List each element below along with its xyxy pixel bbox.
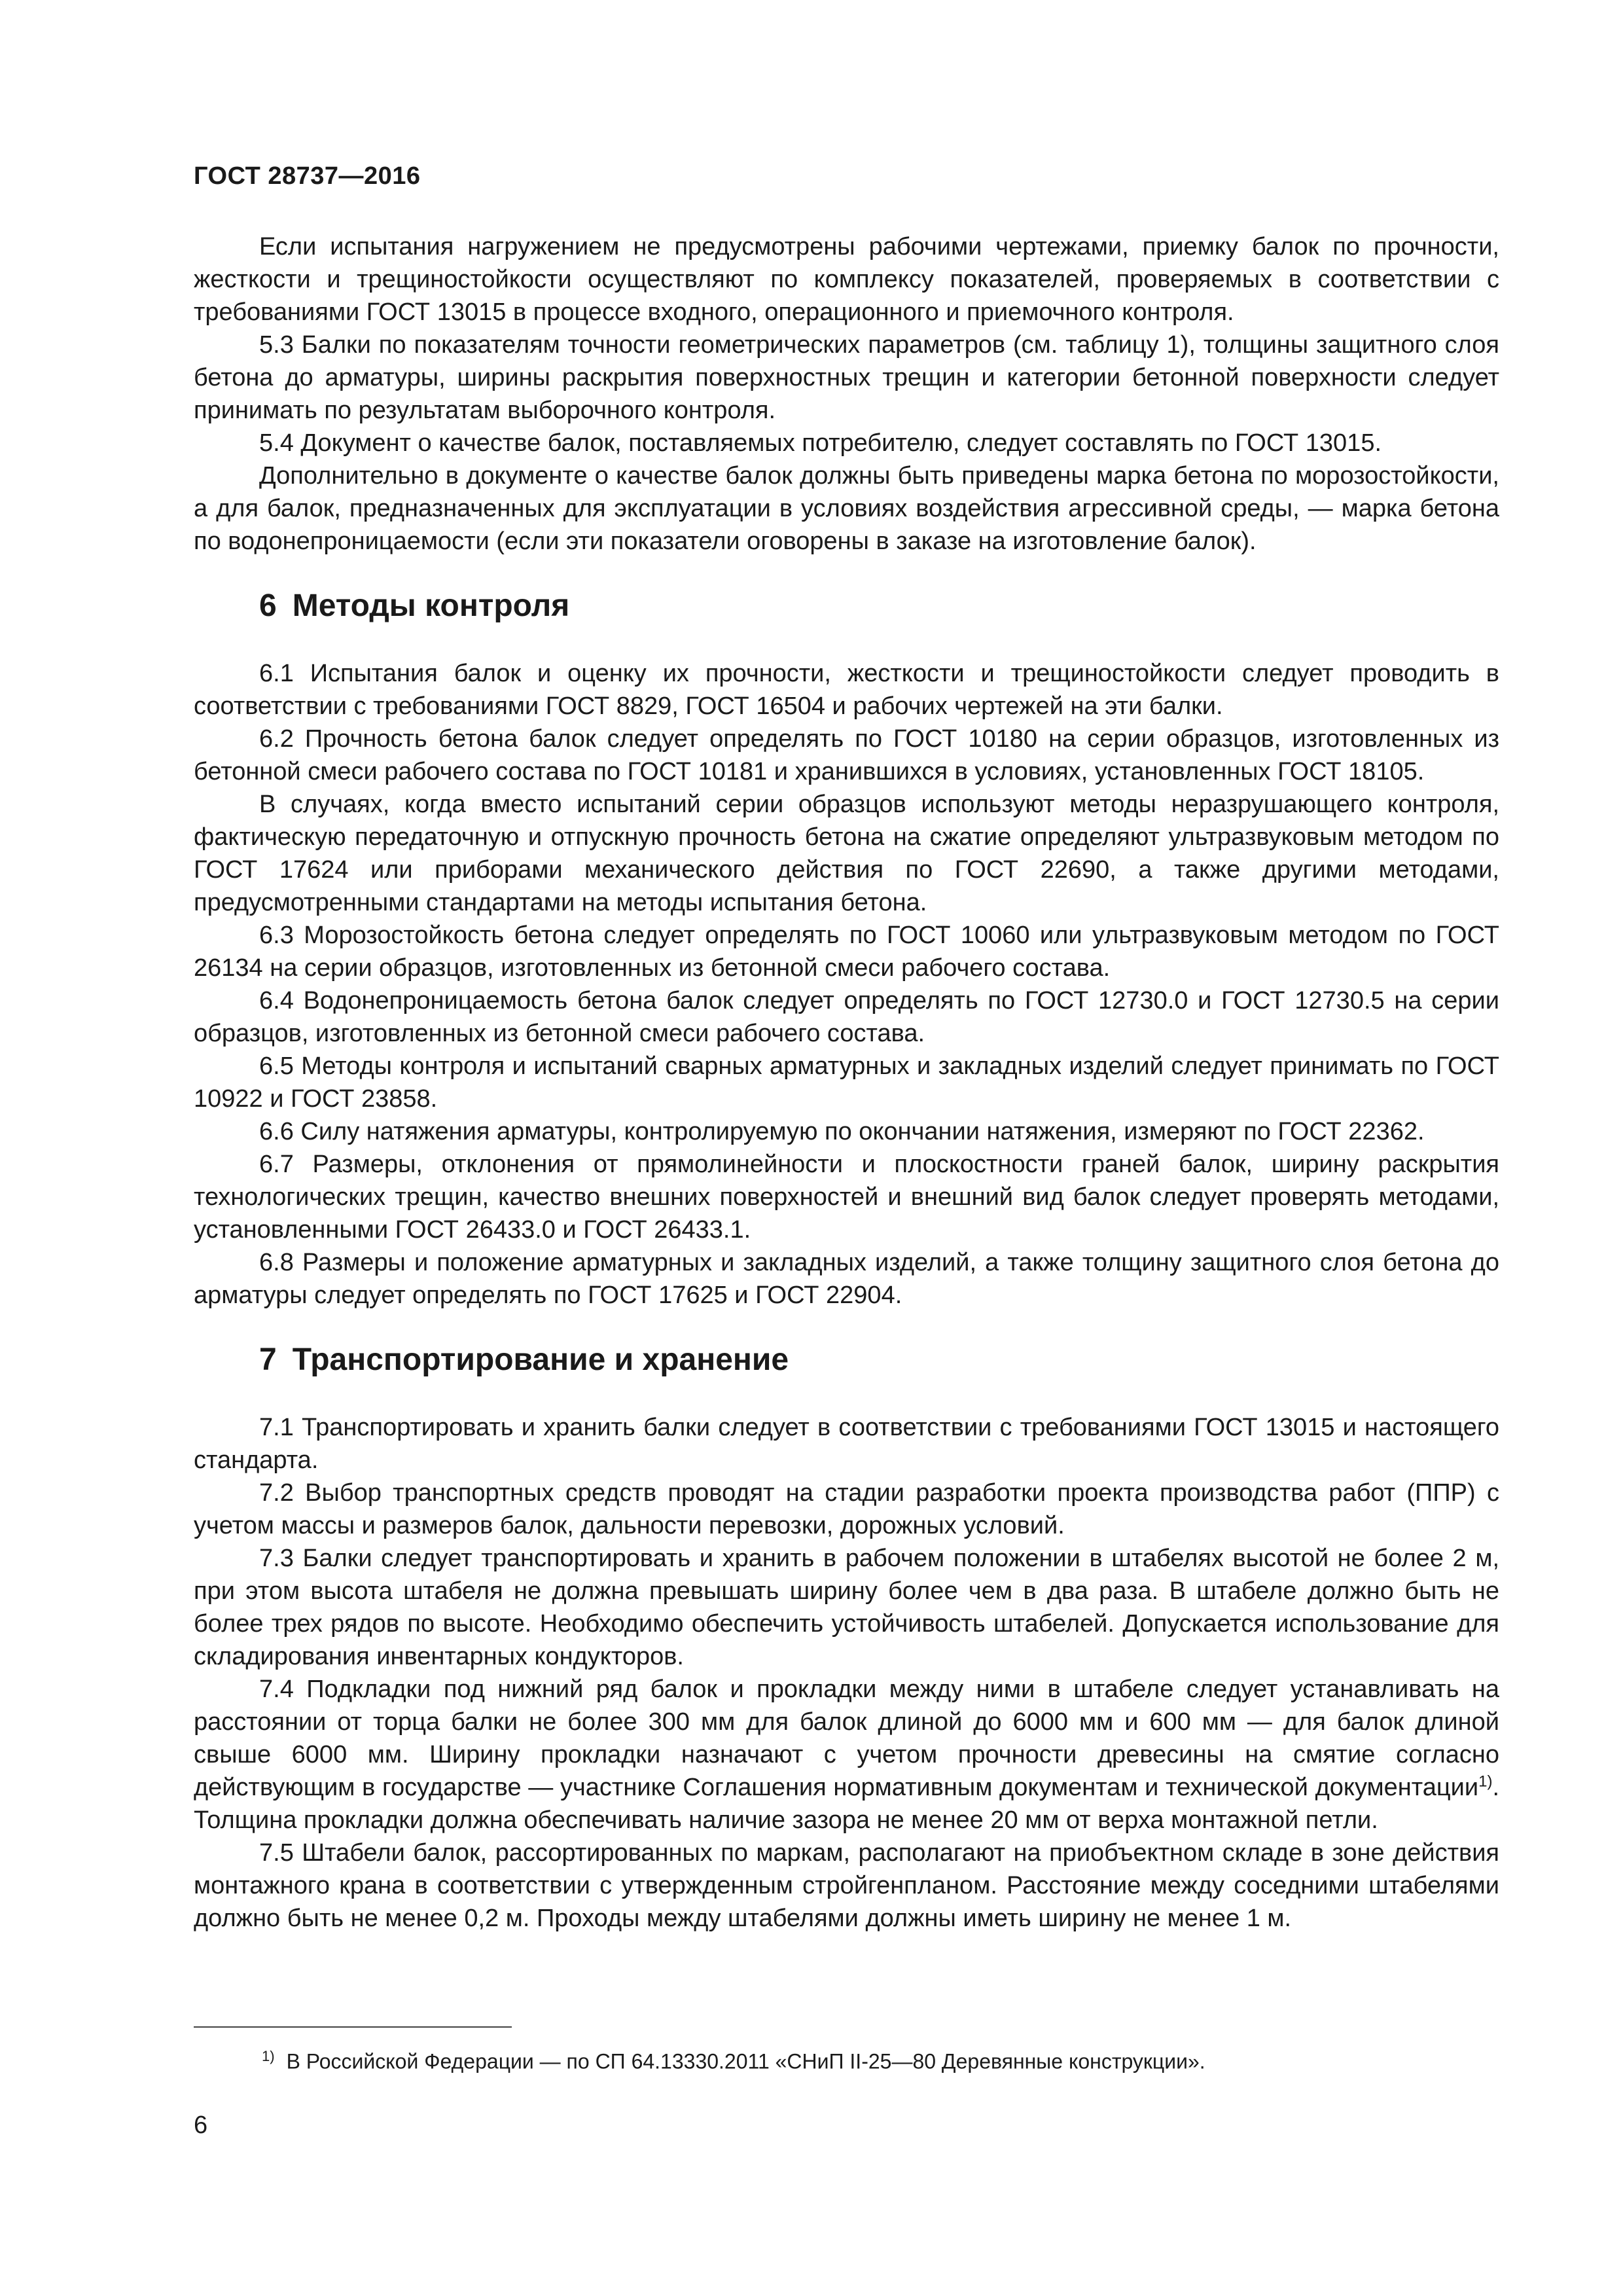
paragraph (194, 1837, 1499, 1935)
paragraph-text: 7.4 Подкладки под нижний ряд балок и прокладки между ними в штабеле следует устанавливать на расстоянии от торца балки не более 300 мм для балок длиной до 6000 мм и 600 мм — для балок длиной свыше 6000 мм. Ширину прокладки назначают с учетом прочности древесины на смятие согласно действующим в государстве — участнике Соглашения нормативным документам и технической документации (194, 1676, 1499, 1801)
paragraph-text: 7.2 Выбор транспортных средств проводят на стадии разработки проекта производства работ (ППР) с учетом массы и размеров балок, дальности перевозки, дорожных условий. (194, 1479, 1499, 1539)
paragraph (194, 1673, 1499, 1837)
paragraph (194, 1148, 1499, 1246)
paragraph (194, 459, 1499, 558)
paragraph-text: 6.4 Водонепроницаемость бетона балок следует определять по ГОСТ 12730.0 и ГОСТ 12730.5 на серии образцов, изготовленных из бетонной смеси рабочего состава. (194, 987, 1499, 1047)
paragraph (194, 427, 1499, 459)
paragraph (194, 1246, 1499, 1312)
paragraph-text: Если испытания нагружением не предусмотрены рабочими чертежами, приемку балок по прочности, жесткости и трещиностойкости осуществляют по комплексу показателей, проверяемых в соответствии с требованиями ГОСТ 13015 в процессе входного, операционного и приемочного контроля. (194, 233, 1499, 326)
footnote (262, 2042, 1205, 2076)
section-heading (259, 1340, 1499, 1380)
paragraph-text: 6.7 Размеры, отклонения от прямолинейности и плоскостности граней балок, ширину раскрытия технологических трещин, качество внешних поверхностей и внешний вид балок следует проверять методами, установленными ГОСТ 26433.0 и ГОСТ 26433.1. (194, 1151, 1499, 1244)
page-number: 6 (194, 2111, 208, 2139)
paragraph-text: Дополнительно в документе о качестве балок должны быть приведены марка бетона по морозостойкости, а для балок, предназначенных для эксплуатации в условиях воздействия агрессивной среды, — марка бетона по водонепроницаемости (если эти показатели оговорены в заказе на изготовление балок). (194, 462, 1499, 555)
paragraph-text: В случаях, когда вместо испытаний серии образцов используют методы неразрушающего контроля, фактическую передаточную и отпускную прочность бетона на сжатие определяют ультразвуковым методом по ГОСТ 17624 или приборами механического действия по ГОСТ 22690, а также другими методами, предусмотренными стандартами на методы испытания бетона. (194, 791, 1499, 916)
paragraph-text: 6.1 Испытания балок и оценку их прочности, жесткости и трещиностойкости следует проводить в соответствии с требованиями ГОСТ 8829, ГОСТ 16504 и рабочих чертежей на эти балки. (194, 660, 1499, 720)
paragraph-text-tail: . Толщина прокладки должна обеспечивать наличие зазора не менее 20 мм от верха монтажной петли. (194, 1774, 1499, 1834)
footnote-reference: 1) (1478, 1772, 1493, 1791)
section-title: Методы контроля (292, 588, 570, 623)
document-body (194, 230, 1499, 1935)
paragraph (194, 1115, 1499, 1148)
section-heading (259, 586, 1499, 626)
paragraph (194, 788, 1499, 919)
paragraph-text: 5.4 Документ о качестве балок, поставляемых потребителю, следует составлять по ГОСТ 13015. (259, 429, 1382, 457)
paragraph (194, 230, 1499, 329)
paragraph-text: 6.8 Размеры и положение арматурных и закладных изделий, а также толщину защитного слоя бетона до арматуры следует определять по ГОСТ 17625 и ГОСТ 22904. (194, 1249, 1499, 1309)
paragraph-text: 6.5 Методы контроля и испытаний сварных арматурных и закладных изделий следует принимать по ГОСТ 10922 и ГОСТ 23858. (194, 1052, 1499, 1113)
paragraph-text: 7.5 Штабели балок, рассортированных по маркам, располагают на приобъектном складе в зоне действия монтажного крана в соответствии с утвержденным стройгенпланом. Расстояние между соседними штабелями должно быть не менее 0,2 м. Проходы между штабелями должны иметь ширину не менее 1 м. (194, 1839, 1499, 1932)
paragraph-text: 6.2 Прочность бетона балок следует определять по ГОСТ 10180 на серии образцов, изготовленных из бетонной смеси рабочего состава по ГОСТ 10181 и хранившихся в условиях, установленных ГОСТ 18105. (194, 725, 1499, 785)
section-number: 6 (259, 588, 277, 623)
paragraph (194, 1477, 1499, 1542)
document-header: ГОСТ 28737—2016 (194, 162, 421, 190)
section-title: Транспортирование и хранение (292, 1342, 789, 1377)
paragraph-text: 7.3 Балки следует транспортировать и хранить в рабочем положении в штабелях высотой не более 2 м, при этом высота штабеля не должна превышать ширину более чем в два раза. В штабеле должно быть не более трех рядов по высоте. Необходимо обеспечить устойчивость штабелей. Допускается использование для складирования инвентарных кондукторов. (194, 1545, 1499, 1670)
paragraph-text: 6.6 Силу натяжения арматуры, контролируемую по окончании натяжения, измеряют по ГОСТ 22362. (259, 1118, 1425, 1145)
paragraph (194, 1050, 1499, 1115)
footnote-mark: 1) (262, 2048, 275, 2064)
paragraph (194, 919, 1499, 984)
paragraph-text: 7.1 Транспортировать и хранить балки следует в соответствии с требованиями ГОСТ 13015 и настоящего стандарта. (194, 1414, 1499, 1474)
paragraph (194, 984, 1499, 1050)
paragraph-text: 5.3 Балки по показателям точности геометрических параметров (см. таблицу 1), толщины защитного слоя бетона до арматуры, ширины раскрытия поверхностных трещин и категории бетонной поверхности следует принимать по результатам выборочного контроля. (194, 331, 1499, 424)
paragraph (194, 723, 1499, 788)
footnote-text: В Российской Федерации — по СП 64.13330.2011 «СНиП II-25—80 Деревянные конструкции». (286, 2049, 1205, 2073)
footnote-separator (194, 2026, 512, 2028)
paragraph (194, 657, 1499, 723)
section-number: 7 (259, 1342, 277, 1377)
paragraph-text: 6.3 Морозостойкость бетона следует определять по ГОСТ 10060 или ультразвуковым методом по ГОСТ 26134 на серии образцов, изготовленных из бетонной смеси рабочего состава. (194, 922, 1499, 982)
paragraph (194, 1542, 1499, 1673)
paragraph (194, 329, 1499, 427)
paragraph (194, 1411, 1499, 1477)
